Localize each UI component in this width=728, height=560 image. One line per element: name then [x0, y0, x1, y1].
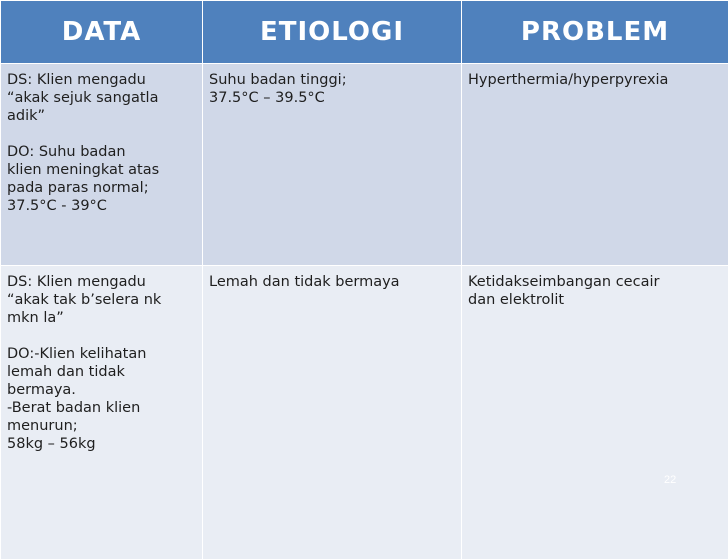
cell-etiologi: Lemah dan tidak bermaya: [203, 266, 462, 560]
table-row: [1, 266, 728, 560]
cell-etiologi: Suhu badan tinggi; 37.5°C – 39.5°C: [203, 64, 462, 266]
header-etiologi: ETIOLOGI: [203, 1, 462, 64]
header-problem: PROBLEM: [462, 1, 728, 64]
header-row: [1, 1, 728, 64]
cell-data: DS: Klien mengadu “akak tak b’selera nk mkn la” DO:-Klien kelihatan lemah dan tidak bermaya. -Berat badan klien menurun; 58kg – 56kg: [1, 266, 203, 560]
header-data: DATA: [1, 1, 203, 64]
cell-problem: Hyperthermia/hyperpyrexia: [462, 64, 728, 266]
cell-data: DS: Klien mengadu “akak sejuk sangatla adik” DO: Suhu badan klien meningkat atas pada paras normal; 37.5°C - 39°C: [1, 64, 203, 266]
table-row: [1, 64, 728, 266]
slide-number: 22: [664, 474, 676, 486]
cell-problem: Ketidakseimbangan cecair dan elektrolit: [462, 266, 728, 560]
